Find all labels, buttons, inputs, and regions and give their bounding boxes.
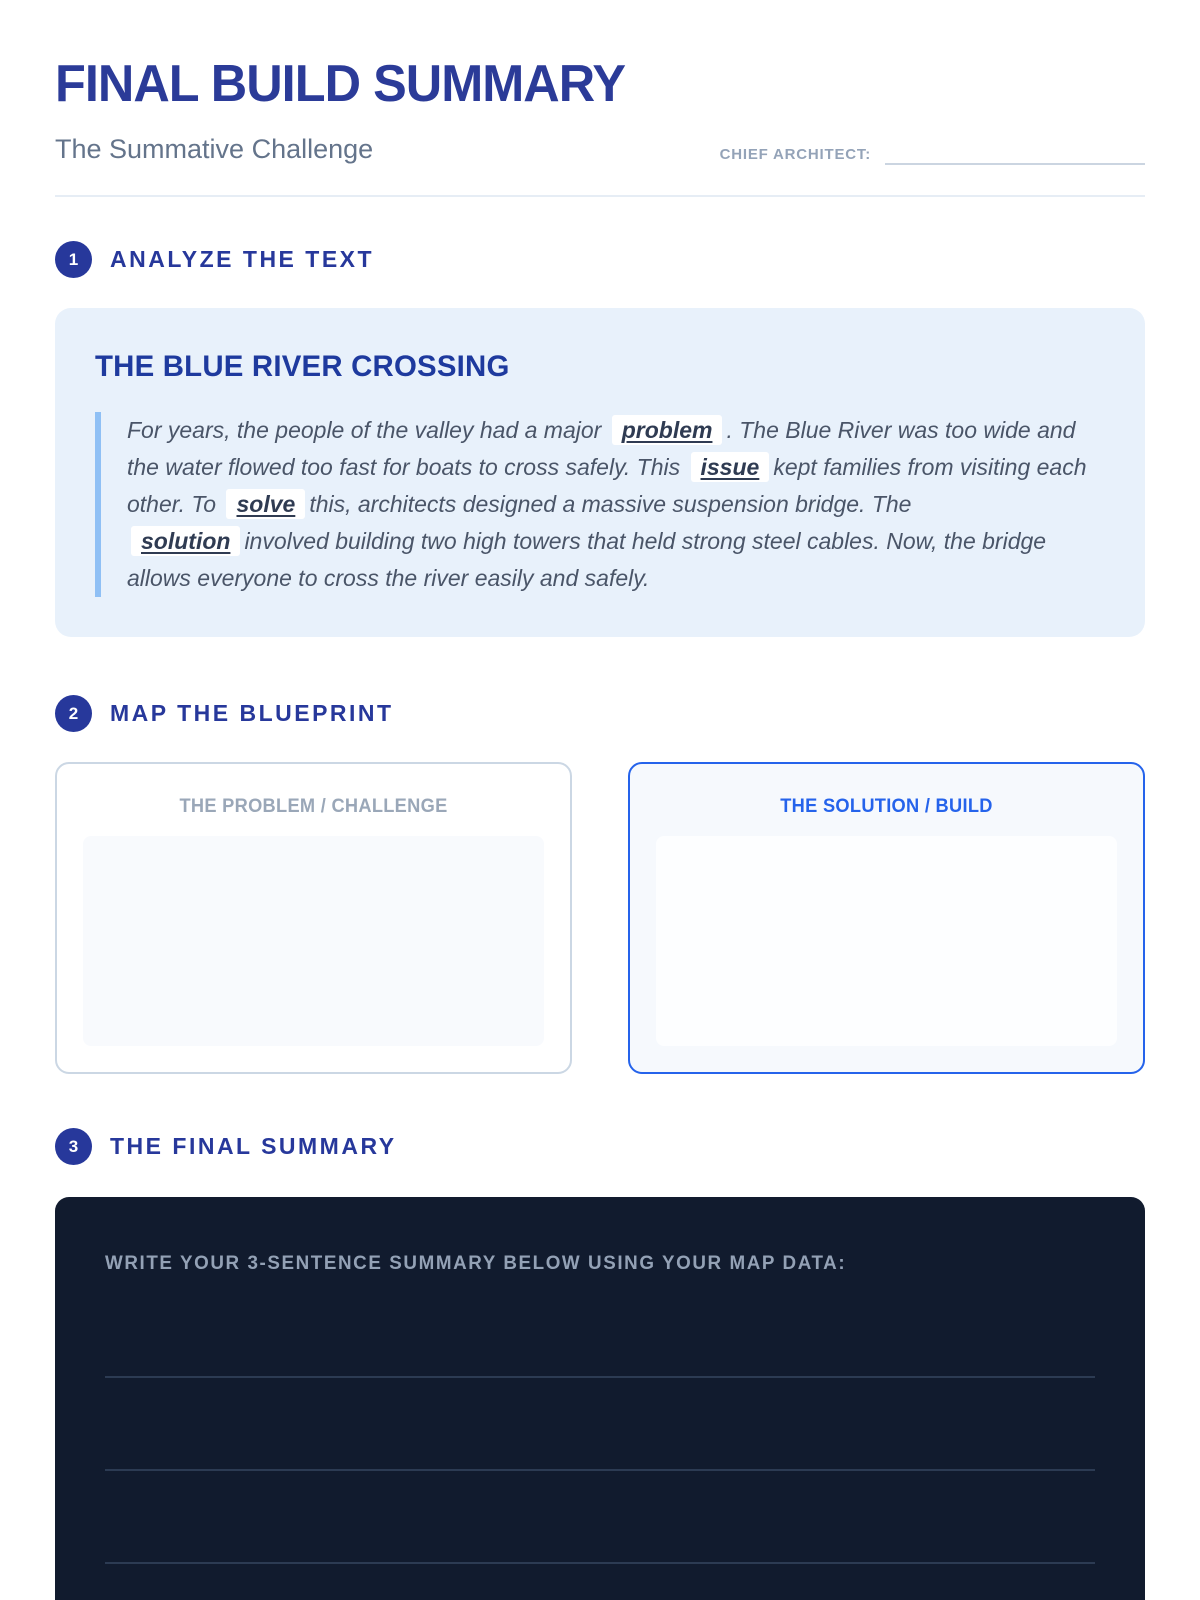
page-subtitle: The Summative Challenge [55,134,374,164]
section-map-header [55,695,1145,732]
solution-box-label: THE SOLUTION / BUILD [780,796,993,817]
section-summary-title: THE FINAL SUMMARY [110,1133,397,1159]
section-summary-header [55,1128,1145,1165]
section-number-badge: 3 [55,1128,92,1165]
solution-writing-area[interactable] [656,836,1117,1046]
writing-line[interactable] [105,1378,1095,1471]
passage-text-segment: . The Blue River was too wide and the water flowed too fast for boats to cross safely. This [127,417,1076,480]
page-title: FINAL BUILD SUMMARY [55,55,626,113]
chief-architect-input[interactable] [885,139,1145,165]
passage-quote [95,412,1101,597]
keyword-highlight: solve [226,489,305,519]
keyword-highlight: issue [691,452,770,482]
problem-writing-area[interactable] [83,836,544,1046]
chief-architect-label: CHIEF ARCHITECT: [719,146,871,163]
section-analyze-title: ANALYZE THE TEXT [110,246,375,272]
passage-text-segment: involved building two high towers that held strong steel cables. Now, the bridge allows everyone to cross the river easily and safely. [127,528,1047,591]
problem-box [55,762,572,1074]
passage-card [55,308,1145,637]
problem-box-label: THE PROBLEM / CHALLENGE [179,796,448,817]
section-map-title: MAP THE BLUEPRINT [110,700,394,726]
section-analyze-header [55,241,1145,278]
passage-text-segment: this, architects designed a massive suspension bridge. The [309,491,912,517]
keyword-highlight: problem [612,415,723,445]
writing-line[interactable] [105,1471,1095,1564]
passage-text-segment: For years, the people of the valley had a major [127,417,608,443]
writing-line[interactable] [105,1285,1095,1378]
passage-text-segment: kept families from visiting each other. To [127,454,1087,517]
section-number-badge: 2 [55,695,92,732]
passage-body [127,412,1101,597]
header-divider [55,195,1145,197]
summary-lines [105,1285,1095,1564]
blueprint-row [55,762,1145,1074]
solution-box [628,762,1145,1074]
summary-instruction: WRITE YOUR 3-SENTENCE SUMMARY BELOW USING YOUR MAP DATA: [105,1253,847,1274]
keyword-highlight: solution [131,526,240,556]
header-row [55,134,1145,165]
passage-heading: THE BLUE RIVER CROSSING [95,350,510,383]
final-summary-card [55,1197,1145,1600]
section-number-badge: 1 [55,241,92,278]
chief-architect-field-group [720,139,1145,165]
